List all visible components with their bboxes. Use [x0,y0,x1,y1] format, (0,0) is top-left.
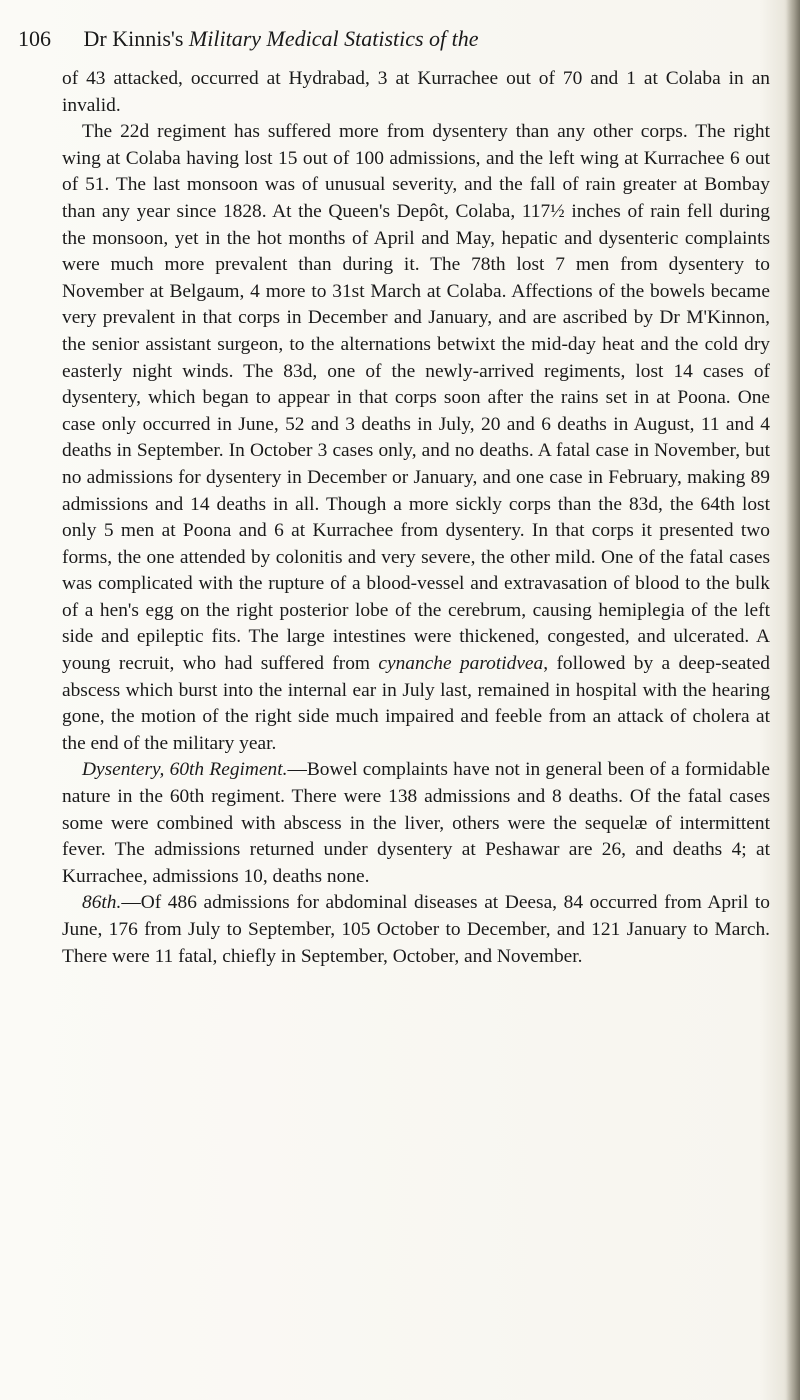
paragraph-continuation [62,66,770,119]
paragraph-60th-regiment [62,757,770,890]
running-title-author: Dr Kinnis's [83,26,184,51]
paragraph-text: —Of 486 admissions for abdominal diseases at Deesa, 84 occurred from April to June, 176 from July to September, 105 October to December, and 121 January to March. There were 11 fatal, chiefly in September, October, and November. [62,892,770,967]
paragraph-text: —Bowel complaints have not in general been of a formidable nature in the 60th regiment. There were 138 admissions and 8 deaths. Of the fatal cases some were combined with abscess in the liver, others were the sequelæ of intermittent fever. The admissions returned under dysentery at Peshawar are 26, and deaths 4; at Kurrachee, admissions 10, deaths none. [62,759,771,887]
running-header [18,22,760,56]
paragraph-text: The 22d regiment has suffered more from dysentery than any other corps. The right wing at Colaba having lost 15 out of 100 admissions, and the left wing at Kurrachee 6 out of 51. The last monsoon was of unusual severity, and the fall of rain greater at Bombay than any year since 1828. At the Queen's Depôt, Colaba, 117½ inches of rain fell during the monsoon, yet in the hot months of April and May, hepatic and dysenteric complaints were much more prevalent than during it. The 78th lost 7 men from dysentery to November at Belgaum, 4 more to 31st March at Colaba. Affections of the bowels became very prevalent in that corps in December and January, and are ascribed by Dr M'Kinnon, the senior assistant surgeon, to the alternations betwixt the mid-day heat and the cold dry easterly night winds. The 83d, one of the newly-arrived regiments, lost 14 cases of dysentery, which began to appear in that corps soon after the rains set in at Poona. One case only occurred in June, 52 and 3 deaths in July, 20 and 6 deaths in August, 11 and 4 deaths in September. In October 3 cases only, and no deaths. A fatal case in November, but no admissions for dysentery in December or January, and one case in February, making 89 admissions and 14 deaths in all. Though a more sickly corps than the 83d, the 64th lost only 5 men at Poona and 6 at Kurrachee from dysentery. In that corps it presented two forms, the one attended by colonitis and very severe, the other mild. One of the fatal cases was complicated with the rupture of a blood-vessel and extravasation of blood to the bulk of a hen's egg on the right posterior lobe of the cerebrum, causing hemiplegia of the left side and epileptic fits. The large intestines were thickened, congested, and ulcerated. A young recruit, who had suffered from [62,121,770,675]
paragraph-22d-regiment [62,119,770,757]
paragraph-text: of 43 attacked, occurred at Hydrabad, 3 at Kurrachee out of 70 and 1 at Colaba in an invalid. [62,68,770,116]
running-title [84,22,479,56]
section-heading-italic: Dysentery, 60th Regiment. [82,759,288,781]
page-number: 106 [18,26,51,51]
running-title-text: Military Medical Statistics of the [188,26,479,51]
body-text [62,66,770,970]
italic-term: cynanche parotidvea [378,653,544,675]
page-edge-shadow [786,0,800,1400]
paragraph-text: , followed by a deep-seated abscess which burst into the internal ear in July last, remained in hospital with the hearing gone, the motion of the right side much impaired and feeble from an attack of cholera at the end of the military year. [62,653,770,754]
section-heading-italic: 86th. [82,892,122,914]
paragraph-86th-regiment [62,890,770,970]
